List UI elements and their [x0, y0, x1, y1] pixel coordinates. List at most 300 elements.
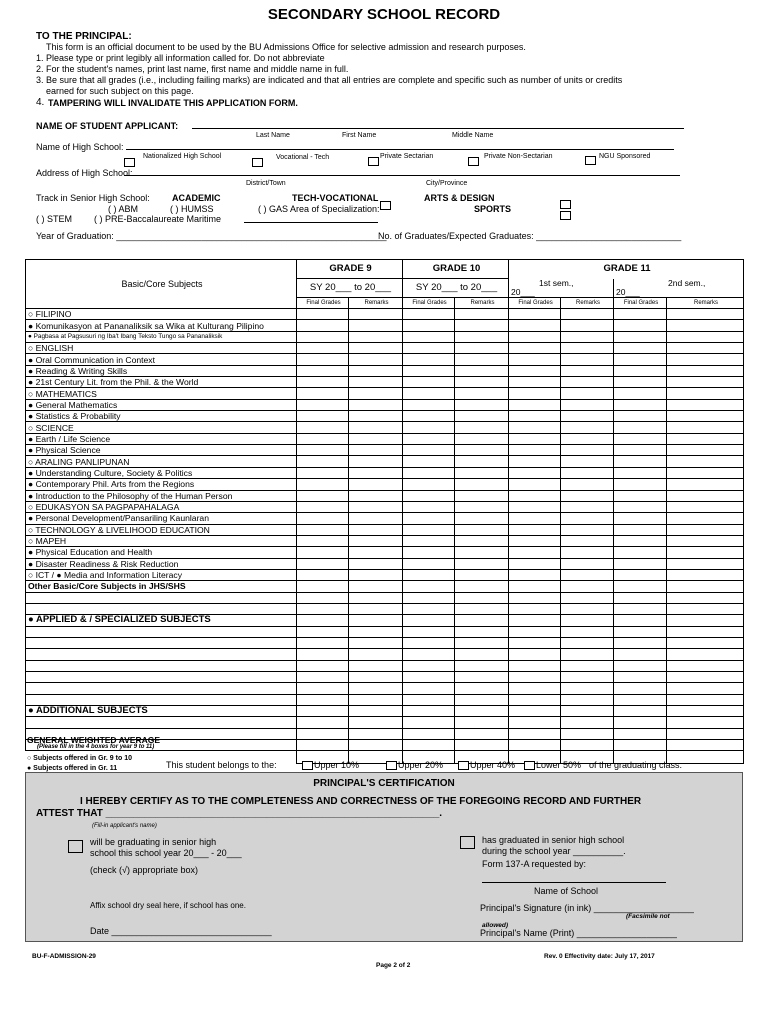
final-grade-cell[interactable]: [403, 649, 455, 660]
final-grade-cell[interactable]: [509, 490, 561, 501]
remarks-cell[interactable]: [455, 592, 509, 603]
remarks-cell[interactable]: [349, 501, 403, 512]
final-grade-cell[interactable]: [297, 535, 349, 546]
cert-line2[interactable]: ATTEST THAT ____________________________________________________________.: [36, 808, 443, 819]
remarks-cell[interactable]: [455, 569, 509, 580]
remarks-cell[interactable]: [455, 535, 509, 546]
final-grade-cell[interactable]: [403, 422, 455, 433]
remarks-cell[interactable]: [349, 467, 403, 478]
remarks-cell[interactable]: [349, 683, 403, 694]
remarks-cell[interactable]: [349, 649, 403, 660]
remarks-cell[interactable]: [667, 513, 744, 524]
final-grade-cell[interactable]: [509, 592, 561, 603]
remarks-cell[interactable]: [455, 649, 509, 660]
subject-name[interactable]: [26, 637, 297, 648]
final-grade-cell[interactable]: [403, 615, 455, 626]
final-grade-cell[interactable]: [403, 354, 455, 365]
remarks-cell[interactable]: [455, 456, 509, 467]
remarks-cell[interactable]: [667, 411, 744, 422]
remarks-cell[interactable]: [455, 706, 509, 717]
final-grade-cell[interactable]: [509, 535, 561, 546]
remarks-cell[interactable]: [349, 626, 403, 637]
final-grade-cell[interactable]: [297, 717, 349, 728]
remarks-cell[interactable]: [667, 728, 744, 739]
final-grade-cell[interactable]: [509, 626, 561, 637]
final-grade-cell[interactable]: [297, 422, 349, 433]
principal-name[interactable]: Principal's Name (Print) ____________________: [480, 928, 677, 938]
remarks-cell[interactable]: [349, 535, 403, 546]
final-grade-cell[interactable]: [614, 637, 667, 648]
final-grade-cell[interactable]: [403, 320, 455, 331]
remarks-cell[interactable]: [667, 660, 744, 671]
remarks-cell[interactable]: [349, 320, 403, 331]
remarks-cell[interactable]: [667, 581, 744, 592]
remarks-cell[interactable]: [455, 740, 509, 751]
remarks-cell[interactable]: [455, 637, 509, 648]
final-grade-cell[interactable]: [509, 399, 561, 410]
remarks-cell[interactable]: [455, 524, 509, 535]
final-grade-cell[interactable]: [297, 354, 349, 365]
final-grade-cell[interactable]: [403, 343, 455, 354]
remarks-cell[interactable]: [561, 717, 614, 728]
remarks-cell[interactable]: [455, 411, 509, 422]
final-grade-cell[interactable]: [297, 660, 349, 671]
final-grade-cell[interactable]: [297, 309, 349, 320]
final-grade-cell[interactable]: [509, 660, 561, 671]
remarks-cell[interactable]: [561, 365, 614, 376]
remarks-cell[interactable]: [349, 740, 403, 751]
final-grade-cell[interactable]: [614, 706, 667, 717]
remarks-cell[interactable]: [349, 399, 403, 410]
final-grade-cell[interactable]: [614, 399, 667, 410]
remarks-cell[interactable]: [561, 649, 614, 660]
upper20-checkbox[interactable]: [386, 761, 397, 770]
final-grade-cell[interactable]: [297, 490, 349, 501]
final-grade-cell[interactable]: [403, 524, 455, 535]
ngu-checkbox[interactable]: [585, 156, 596, 165]
final-grade-cell[interactable]: [297, 513, 349, 524]
remarks-cell[interactable]: [455, 433, 509, 444]
remarks-cell[interactable]: [561, 547, 614, 558]
will-graduate-2[interactable]: school this school year 20___ - 20___: [90, 848, 242, 858]
final-grade-cell[interactable]: [509, 331, 561, 342]
remarks-cell[interactable]: [561, 637, 614, 648]
final-grade-cell[interactable]: [614, 490, 667, 501]
final-grade-cell[interactable]: [403, 740, 455, 751]
final-grade-cell[interactable]: [509, 309, 561, 320]
final-grade-cell[interactable]: [614, 501, 667, 512]
remarks-cell[interactable]: [667, 717, 744, 728]
final-grade-cell[interactable]: [297, 377, 349, 388]
remarks-cell[interactable]: [349, 569, 403, 580]
final-grade-cell[interactable]: [297, 683, 349, 694]
final-grade-cell[interactable]: [403, 445, 455, 456]
final-grade-cell[interactable]: [614, 603, 667, 614]
has-graduated-checkbox[interactable]: [460, 836, 475, 849]
remarks-cell[interactable]: [349, 547, 403, 558]
strand-abm[interactable]: ( ) ABM: [108, 204, 139, 214]
upper10-checkbox[interactable]: [302, 761, 313, 770]
final-grade-cell[interactable]: [509, 365, 561, 376]
remarks-cell[interactable]: [667, 615, 744, 626]
final-grade-cell[interactable]: [509, 411, 561, 422]
final-grade-cell[interactable]: [509, 694, 561, 705]
remarks-cell[interactable]: [561, 388, 614, 399]
remarks-cell[interactable]: [561, 558, 614, 569]
remarks-cell[interactable]: [667, 603, 744, 614]
remarks-cell[interactable]: [561, 479, 614, 490]
remarks-cell[interactable]: [667, 694, 744, 705]
sem2-cell[interactable]: [614, 279, 744, 298]
remarks-cell[interactable]: [561, 706, 614, 717]
subject-name[interactable]: [26, 649, 297, 660]
final-grade-cell[interactable]: [403, 626, 455, 637]
remarks-cell[interactable]: [349, 388, 403, 399]
remarks-cell[interactable]: [455, 399, 509, 410]
remarks-cell[interactable]: [349, 490, 403, 501]
remarks-cell[interactable]: [455, 581, 509, 592]
final-grade-cell[interactable]: [297, 626, 349, 637]
remarks-cell[interactable]: [455, 331, 509, 342]
final-grade-cell[interactable]: [403, 592, 455, 603]
remarks-cell[interactable]: [455, 683, 509, 694]
final-grade-cell[interactable]: [403, 547, 455, 558]
final-grade-cell[interactable]: [614, 626, 667, 637]
remarks-cell[interactable]: [455, 558, 509, 569]
remarks-cell[interactable]: [349, 331, 403, 342]
final-grade-cell[interactable]: [509, 672, 561, 683]
sem1-cell[interactable]: [509, 279, 614, 298]
remarks-cell[interactable]: [561, 377, 614, 388]
nonsectarian-checkbox[interactable]: [468, 157, 479, 166]
remarks-cell[interactable]: [561, 343, 614, 354]
remarks-cell[interactable]: [561, 728, 614, 739]
sports-checkbox[interactable]: [560, 211, 571, 220]
subject-name[interactable]: [26, 717, 297, 728]
final-grade-cell[interactable]: [614, 513, 667, 524]
upper40-checkbox[interactable]: [458, 761, 469, 770]
remarks-cell[interactable]: [561, 672, 614, 683]
final-grade-cell[interactable]: [509, 479, 561, 490]
remarks-cell[interactable]: [667, 683, 744, 694]
remarks-cell[interactable]: [455, 343, 509, 354]
remarks-cell[interactable]: [455, 501, 509, 512]
final-grade-cell[interactable]: [509, 388, 561, 399]
subject-name[interactable]: [26, 694, 297, 705]
remarks-cell[interactable]: [349, 615, 403, 626]
remarks-cell[interactable]: [667, 320, 744, 331]
final-grade-cell[interactable]: [614, 683, 667, 694]
final-grade-cell[interactable]: [403, 581, 455, 592]
final-grade-cell[interactable]: [509, 422, 561, 433]
remarks-cell[interactable]: [667, 501, 744, 512]
strand-stem[interactable]: ( ) STEM: [36, 214, 72, 224]
remarks-cell[interactable]: [349, 456, 403, 467]
remarks-cell[interactable]: [667, 535, 744, 546]
remarks-cell[interactable]: [349, 581, 403, 592]
final-grade-cell[interactable]: [614, 467, 667, 478]
final-grade-cell[interactable]: [297, 592, 349, 603]
final-grade-cell[interactable]: [297, 581, 349, 592]
remarks-cell[interactable]: [455, 377, 509, 388]
final-grade-cell[interactable]: [509, 637, 561, 648]
final-grade-cell[interactable]: [614, 422, 667, 433]
remarks-cell[interactable]: [667, 354, 744, 365]
remarks-cell[interactable]: [667, 422, 744, 433]
final-grade-cell[interactable]: [614, 615, 667, 626]
remarks-cell[interactable]: [455, 694, 509, 705]
form137-field[interactable]: [482, 882, 666, 883]
final-grade-cell[interactable]: [403, 377, 455, 388]
remarks-cell[interactable]: [667, 672, 744, 683]
remarks-cell[interactable]: [455, 513, 509, 524]
final-grade-cell[interactable]: [614, 524, 667, 535]
final-grade-cell[interactable]: [403, 706, 455, 717]
remarks-cell[interactable]: [561, 501, 614, 512]
final-grade-cell[interactable]: [403, 433, 455, 444]
remarks-cell[interactable]: [349, 694, 403, 705]
final-grade-cell[interactable]: [297, 524, 349, 535]
remarks-cell[interactable]: [455, 603, 509, 614]
final-grade-cell[interactable]: [509, 569, 561, 580]
remarks-cell[interactable]: [455, 728, 509, 739]
final-grade-cell[interactable]: [509, 717, 561, 728]
date-field[interactable]: Date ________________________________: [90, 926, 272, 936]
remarks-cell[interactable]: [349, 592, 403, 603]
remarks-cell[interactable]: [561, 331, 614, 342]
final-grade-cell[interactable]: [509, 467, 561, 478]
final-grade-cell[interactable]: [403, 717, 455, 728]
remarks-cell[interactable]: [349, 728, 403, 739]
remarks-cell[interactable]: [349, 422, 403, 433]
no-graduates[interactable]: No. of Graduates/Expected Graduates: _____________________________: [378, 231, 682, 241]
final-grade-cell[interactable]: [297, 433, 349, 444]
final-grade-cell[interactable]: [614, 433, 667, 444]
remarks-cell[interactable]: [455, 717, 509, 728]
remarks-cell[interactable]: [667, 377, 744, 388]
arts-checkbox[interactable]: [560, 200, 571, 209]
remarks-cell[interactable]: [455, 354, 509, 365]
remarks-cell[interactable]: [561, 569, 614, 580]
remarks-cell[interactable]: [561, 354, 614, 365]
final-grade-cell[interactable]: [509, 649, 561, 660]
remarks-cell[interactable]: [561, 445, 614, 456]
remarks-cell[interactable]: [561, 626, 614, 637]
final-grade-cell[interactable]: [403, 365, 455, 376]
final-grade-cell[interactable]: [509, 728, 561, 739]
remarks-cell[interactable]: [349, 377, 403, 388]
final-grade-cell[interactable]: [403, 694, 455, 705]
final-grade-cell[interactable]: [509, 615, 561, 626]
remarks-cell[interactable]: [561, 694, 614, 705]
remarks-cell[interactable]: [667, 467, 744, 478]
final-grade-cell[interactable]: [403, 467, 455, 478]
final-grade-cell[interactable]: [614, 388, 667, 399]
remarks-cell[interactable]: [561, 513, 614, 524]
final-grade-cell[interactable]: [614, 672, 667, 683]
final-grade-cell[interactable]: [297, 320, 349, 331]
remarks-cell[interactable]: [667, 331, 744, 342]
year-graduation[interactable]: Year of Graduation: ______________________________________________________: [36, 231, 387, 241]
remarks-cell[interactable]: [561, 660, 614, 671]
final-grade-cell[interactable]: [509, 445, 561, 456]
final-grade-cell[interactable]: [614, 694, 667, 705]
address-field[interactable]: [124, 175, 680, 176]
remarks-cell[interactable]: [667, 399, 744, 410]
final-grade-cell[interactable]: [509, 343, 561, 354]
final-grade-cell[interactable]: [297, 603, 349, 614]
final-grade-cell[interactable]: [614, 411, 667, 422]
final-grade-cell[interactable]: [403, 490, 455, 501]
final-grade-cell[interactable]: [403, 479, 455, 490]
final-grade-cell[interactable]: [614, 581, 667, 592]
remarks-cell[interactable]: [667, 365, 744, 376]
remarks-cell[interactable]: [667, 569, 744, 580]
remarks-cell[interactable]: [667, 637, 744, 648]
subject-name[interactable]: [26, 672, 297, 683]
final-grade-cell[interactable]: [297, 501, 349, 512]
final-grade-cell[interactable]: [403, 388, 455, 399]
remarks-cell[interactable]: [349, 660, 403, 671]
final-grade-cell[interactable]: [509, 513, 561, 524]
remarks-cell[interactable]: [455, 626, 509, 637]
final-grade-cell[interactable]: [297, 706, 349, 717]
final-grade-cell[interactable]: [297, 411, 349, 422]
strand-humss[interactable]: ( ) HUMSS: [170, 204, 214, 214]
final-grade-cell[interactable]: [403, 535, 455, 546]
final-grade-cell[interactable]: [297, 672, 349, 683]
subject-name[interactable]: [26, 592, 297, 603]
final-grade-cell[interactable]: [403, 411, 455, 422]
final-grade-cell[interactable]: [297, 365, 349, 376]
final-grade-cell[interactable]: [614, 479, 667, 490]
final-grade-cell[interactable]: [297, 456, 349, 467]
strand-gas[interactable]: ( ) GAS Area of Specialization:: [258, 204, 380, 214]
remarks-cell[interactable]: [561, 422, 614, 433]
final-grade-cell[interactable]: [297, 615, 349, 626]
final-grade-cell[interactable]: [614, 535, 667, 546]
remarks-cell[interactable]: [349, 706, 403, 717]
remarks-cell[interactable]: [561, 467, 614, 478]
remarks-cell[interactable]: [561, 399, 614, 410]
remarks-cell[interactable]: [455, 320, 509, 331]
remarks-cell[interactable]: [667, 433, 744, 444]
remarks-cell[interactable]: [455, 467, 509, 478]
final-grade-cell[interactable]: [403, 683, 455, 694]
final-grade-cell[interactable]: [614, 740, 667, 751]
final-grade-cell[interactable]: [297, 740, 349, 751]
final-grade-cell[interactable]: [509, 706, 561, 717]
remarks-cell[interactable]: [667, 524, 744, 535]
final-grade-cell[interactable]: [614, 320, 667, 331]
remarks-cell[interactable]: [455, 388, 509, 399]
subject-name[interactable]: [26, 626, 297, 637]
remarks-cell[interactable]: [349, 524, 403, 535]
final-grade-cell[interactable]: [403, 309, 455, 320]
remarks-cell[interactable]: [667, 456, 744, 467]
remarks-cell[interactable]: [455, 365, 509, 376]
applicant-name-field[interactable]: [192, 128, 684, 129]
final-grade-cell[interactable]: [509, 603, 561, 614]
remarks-cell[interactable]: [349, 411, 403, 422]
remarks-cell[interactable]: [667, 649, 744, 660]
final-grade-cell[interactable]: [297, 728, 349, 739]
final-grade-cell[interactable]: [614, 343, 667, 354]
remarks-cell[interactable]: [349, 558, 403, 569]
final-grade-cell[interactable]: [614, 309, 667, 320]
remarks-cell[interactable]: [667, 479, 744, 490]
remarks-cell[interactable]: [561, 524, 614, 535]
final-grade-cell[interactable]: [509, 524, 561, 535]
remarks-cell[interactable]: [455, 309, 509, 320]
remarks-cell[interactable]: [667, 445, 744, 456]
remarks-cell[interactable]: [349, 365, 403, 376]
remarks-cell[interactable]: [667, 706, 744, 717]
final-grade-cell[interactable]: [403, 660, 455, 671]
will-graduate-checkbox[interactable]: [68, 840, 83, 853]
has-graduated-2[interactable]: during the school year __________.: [482, 846, 626, 856]
remarks-cell[interactable]: [349, 309, 403, 320]
remarks-cell[interactable]: [561, 309, 614, 320]
principal-signature[interactable]: Principal's Signature (in ink) ____________________: [480, 903, 694, 913]
strand-pbm[interactable]: ( ) PRE-Baccalaureate Maritime: [94, 214, 222, 224]
remarks-cell[interactable]: [455, 547, 509, 558]
final-grade-cell[interactable]: [297, 479, 349, 490]
final-grade-cell[interactable]: [509, 558, 561, 569]
remarks-cell[interactable]: [561, 581, 614, 592]
final-grade-cell[interactable]: [297, 649, 349, 660]
final-grade-cell[interactable]: [509, 501, 561, 512]
final-grade-cell[interactable]: [403, 513, 455, 524]
remarks-cell[interactable]: [561, 592, 614, 603]
final-grade-cell[interactable]: [614, 717, 667, 728]
final-grade-cell[interactable]: [297, 331, 349, 342]
final-grade-cell[interactable]: [403, 456, 455, 467]
remarks-cell[interactable]: [667, 592, 744, 603]
remarks-cell[interactable]: [667, 558, 744, 569]
remarks-cell[interactable]: [561, 411, 614, 422]
final-grade-cell[interactable]: [403, 331, 455, 342]
remarks-cell[interactable]: [561, 603, 614, 614]
final-grade-cell[interactable]: [614, 354, 667, 365]
final-grade-cell[interactable]: [509, 740, 561, 751]
final-grade-cell[interactable]: [509, 433, 561, 444]
remarks-cell[interactable]: [455, 422, 509, 433]
subject-name[interactable]: [26, 603, 297, 614]
final-grade-cell[interactable]: [403, 603, 455, 614]
final-grade-cell[interactable]: [403, 637, 455, 648]
remarks-cell[interactable]: [349, 343, 403, 354]
final-grade-cell[interactable]: [297, 558, 349, 569]
final-grade-cell[interactable]: [297, 388, 349, 399]
final-grade-cell[interactable]: [614, 377, 667, 388]
final-grade-cell[interactable]: [509, 547, 561, 558]
final-grade-cell[interactable]: [297, 399, 349, 410]
final-grade-cell[interactable]: [614, 456, 667, 467]
final-grade-cell[interactable]: [509, 320, 561, 331]
final-grade-cell[interactable]: [614, 649, 667, 660]
remarks-cell[interactable]: [349, 603, 403, 614]
remarks-cell[interactable]: [349, 717, 403, 728]
final-grade-cell[interactable]: [614, 592, 667, 603]
remarks-cell[interactable]: [667, 490, 744, 501]
final-grade-cell[interactable]: [509, 377, 561, 388]
final-grade-cell[interactable]: [297, 467, 349, 478]
remarks-cell[interactable]: [561, 535, 614, 546]
remarks-cell[interactable]: [455, 660, 509, 671]
remarks-cell[interactable]: [349, 433, 403, 444]
final-grade-cell[interactable]: [509, 581, 561, 592]
